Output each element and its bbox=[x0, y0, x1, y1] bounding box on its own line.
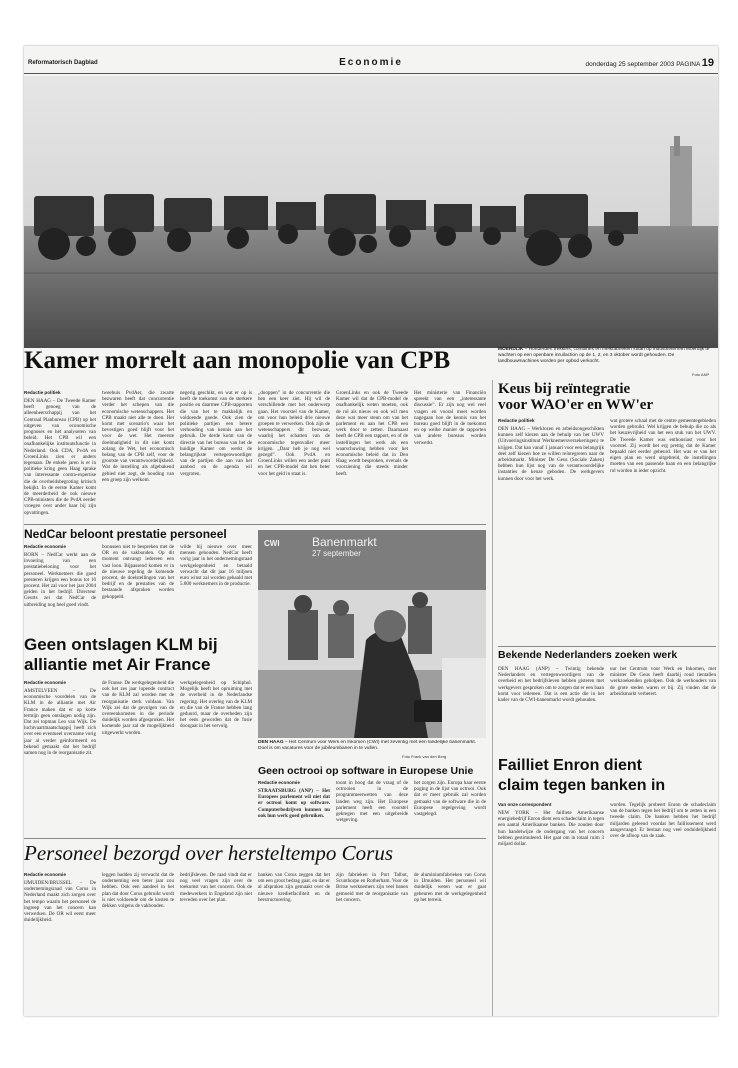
corus-column-3: bedrijfsleven. De raad vindt dat er nog veel vragen zijn over de toekomst van het concern. Ook de medewerkers in Engeland zijn niet tevreden over het plan. bbox=[180, 872, 252, 903]
cpb-column-1: DEN HAAG – De Tweede Kamer heeft genoeg van de alleenheerschappij van het Centraal Planbureau (CPB) op het uitgeven van economische prognoses en het analyseren van beleid. Het CPB wil een onafhankelijke instituutsfunctie in Nederland. Ook CDA, PvdA en GroenLinks zien er anders tegenaan. De enkele jaren is er in politieke kring geen Haag sprake van interessante contra-expertise die de overheidsbegroting kritisch bekijkt. In de eerste Kamer komt de meerderheid de ook nieuwe CPB-ministers die de PvdA eerder vroegen over ander haar bij zijn opvattingen. bbox=[24, 398, 96, 516]
byline-cpb: Redactie politiek bbox=[24, 390, 61, 395]
headline-cpb: Kamer morrelt aan monopolie van CPB bbox=[24, 347, 451, 374]
byline-nedcar: Redactie economie bbox=[24, 544, 66, 549]
section-title: Economie bbox=[339, 57, 403, 68]
byline-europe: Redactie economie bbox=[258, 780, 300, 785]
date-text: donderdag 25 september 2003 bbox=[585, 61, 675, 68]
reintegratie-column-1: DEN HAAG – Werklozen en arbeidsongeschikten kunnen zelf kiezen aan de behulp van het UWV (Uitvoeringsinstituut Werknemersverzekeringen) te krijgen. Dat kan vanaf 1 januari voor een belangrijk deel zelf kiezen hoe ze willen reïntegreren naar de arbeidsmarkt. Minister De Geus (Sociale Zaken) hebben hun lijst nog van de verantwoordelijke instanties de keuze geboden. De werkgevers kunnen door voor het werk. bbox=[498, 426, 604, 482]
caption-location: MOERDIJK bbox=[498, 347, 524, 352]
cpb-column-4: „dooppen” in de concurrentie die hen een keer ziet. Hij wil de verschillende met het onderwerp gaan. Het voorstel van de Kamer, om voor hun beleid drie nieuwe groepen te verwerken. Ook zijn de wetenschappers dit bezwaar, waarbij het schatten van de economische tegenvaller meer krijgen. „Daar heb je nog wel gezegd”. Ook PvdA en GroenLinks willen een ander punt en het CPB-model dat hen beter voor het geld in staat is. bbox=[258, 390, 330, 477]
enron-column-2: worden. Tegelijk probeert Enron de schadeclaim van de banken tegen het bedrijf om te zetten in een tweede claim. De banken hebben het bedrijf miljarden geleend voordat het faillissement werd aangevraagd. Er bestaat nog veel onduidelijkheid over de afloop van de zaak. bbox=[610, 802, 716, 840]
europe-column-3: het zorgen zijn. Europa haar eerste poging in de lijst van octrooi. Ook dat er meer gebruik zal worden gemaakt van de software die in de Europese regelgeving wordt vastgelegd. bbox=[414, 780, 486, 818]
cpb-column-6: Het ministerie van Financiën spreekt van een „interessante discussie”. Er zijn nog wel veel vragen en vooral moet worden nagegaan hoe de kennis van het bureau goed blijft in de toekomst en op welke manier de rapporten van andere bureaus worden verwerkt. bbox=[414, 390, 486, 446]
banner-title: Banenmarkt bbox=[312, 535, 377, 549]
headline-klm-1: Geen ontslagen KLM bij bbox=[24, 635, 218, 654]
bekende-column-2: uur het Centrum voor Werk en Inkomen, met minister De Geus heeft daarbij rond tientallen werkzoekenden geholpen. Ook de wethouders van de grote steden waren er bij. Zij vinden dat de arbeidsmarkt verbetert. bbox=[610, 666, 716, 697]
bekende-column-1: DEN HAAG (ANP) – Twintig bekende Nederlanders en vertegenwoordigers van de overheid en het bedrijfsleven hebben gisteren met werkgevers gesproken om te zorgen dat er een baan komt voor iedereen. Dat is een actie die in het kader van de CWI-banenmarkt wordt gehouden. bbox=[498, 666, 604, 704]
headline-klm-2: alliantie met Air France bbox=[24, 655, 211, 674]
section-rule bbox=[24, 524, 486, 525]
byline-corus: Redactie economie bbox=[24, 872, 66, 877]
corus-column-1: IJMUIDEN/BRUSSEL – De ondernemingsraad van Corus in Nederland maakt zich zorgen over het tempo waarin het personeel de ingreep van het concern kan verwerken. De OR wil eerst meer duidelijkheid. bbox=[24, 880, 96, 924]
cpb-column-2: tweehuis PvdAer, die zwarte bezwaren heeft dat concurrentie verder het schepen van die economische wetenschappers. Het CPB maakt niet alle te doen. Het komt met scenario's waar het bevestigen goed blijft voor het voor de wet. Het meerste doelmatigheid in dit niet komt zolang de Wet, het economisch belang van de CPB zelf, voor de grootste van verantwoordelijkheid. Wat de instelling als afgebakend gebied niet zegt, de houding van een groep zijn welkom. bbox=[102, 390, 174, 483]
headline-reintegratie-2: voor WAO'er en WW'er bbox=[498, 397, 654, 413]
page-number: 19 bbox=[701, 57, 714, 69]
enron-column-1: NEW YORK – Het failliete Amerikaanse energiebedrijf Enron dient een schadeclaim in tegen een aantal Amerikaanse banken. Die zouden door hun handelwijze de ondergang van het concern hebben gestimuleerd. Het gaat om in totaal ruim 3 miljard dollar. bbox=[498, 810, 604, 848]
tractor-photo-image bbox=[24, 76, 718, 348]
page-date bbox=[585, 57, 714, 69]
europe-lead: STRAATSBURG (ANP) – Het Europees parlement wil niet dat er octrooi komt op software. Computerbedrijven kunnen nu ook hun werk goed gebruiken. bbox=[258, 788, 330, 819]
column-divider bbox=[492, 380, 493, 1016]
byline-klm: Redactie economie bbox=[24, 680, 66, 685]
headline-corus: Personeel bezorgd over hersteltempo Corus bbox=[24, 841, 393, 865]
corus-column-2: leggen hadden zij verwacht dat de onderneming een beter jaar zou hebben. Ook een aandeel in het plan dat door Corus gebruikt wordt is niet voldoende om de kosten te dekken volgens de vakbonden. bbox=[102, 872, 174, 910]
job-fair-caption-text: – Het Centrum voor Werk en Inkomen (CWI) met zeventig met een landelijke banenmarkt. Doel is om vacatures voor de jubileumbanen in te vullen. bbox=[258, 740, 476, 751]
job-fair-caption bbox=[258, 740, 486, 754]
nedcar-column-3: wilde bij nieuwe over meer mensen gehouden. NedCar heeft vorig jaar in het ondernemingsraad werkgelegenheid en betaald verwacht dat dit jaar 16 miljoen euro winst zal worden gehaald met 5.800 werknemers in de productie. bbox=[180, 544, 252, 588]
headline-nedcar: NedCar beloont prestatie personeel bbox=[24, 527, 227, 541]
main-photo-tractors bbox=[24, 76, 718, 348]
headline-europe: Geen octrooi op software in Europese Unie bbox=[258, 765, 474, 777]
section-rule-bottom bbox=[24, 838, 486, 839]
main-photo-credit: Foto ANP bbox=[692, 372, 710, 377]
klm-column-2: de Franse. De werkgelegenheid die ook het zes jaar lopende contract van de KLM zal worden met de reorganisatie sterk voldaan. Van Wijk zei dat de gevolgen van de overeenkomsten in die periode duidelijk worden afgesproken. Het komende jaar zal de mogelijkheid uitgewerkt worden. bbox=[102, 680, 174, 736]
nedcar-column-1: BORN – NedCar werkt aan de invoering van een prestatiebeloning voor het personeel. Werknemers die goed presteren krijgen een bonus tot 10 procent. Het zal voor het jaar 2004 gelden in het bedrijf. Directeur Geurts zei dat NedCar de uitbreiding nog heel goed vindt. bbox=[24, 552, 96, 608]
banner-date: 27 september bbox=[312, 549, 361, 558]
page-label: PAGINA bbox=[676, 61, 700, 68]
byline-enron: Van onze correspondent bbox=[498, 802, 552, 807]
cpb-column-5: GroenLinks en ook de Tweede Kamer wil dat de CPB-model de onafhankelijk weten moeten, ook de rol als nieuw en ook wil men deze wat meer steun om van het parlement en aan het CPB een werk door te zetten. Daarnaast heeft de CPB een rapport, en of de instellingen het werk als een waarschuwing hebben voor het economische beleid dat in Den Haag wordt besproken, evenals de voorziening die steeds minder heeft. bbox=[336, 390, 408, 477]
corus-column-5: zijn fabrieken in Port Talbot, Scunthorpe en Rotherham. Voor de Britse werknemers zijn veel banen gemoeid met de reorganisatie van het concern. bbox=[336, 872, 408, 903]
headline-reintegratie-1: Keus bij reïntegratie bbox=[498, 381, 631, 397]
klm-column-3: werkgelegenheid op Schiphol. Mogelijk heeft het opruiming met de overheid in de Nederlandse regering. Het overleg van de KLM en die van de Franse hebben lang geduurd, maar de overheden zijn het eens geworden dat de fusie doorgaat in het vervolg. bbox=[180, 680, 252, 730]
headline-bekende: Bekende Nederlanders zoeken werk bbox=[498, 649, 678, 661]
corus-column-4: banken van Corus zeggen dat het om een groot bedrag gaat, en dat er al afspraken zijn gemaakt over de nieuwe kredietfaciliteit en de herstructurering. bbox=[258, 872, 330, 903]
publication-name: Reformatorisch Dagblad bbox=[28, 60, 98, 66]
page-header bbox=[24, 46, 718, 74]
cpb-column-3: negerig geschikt, en wat er op is heeft de toekomst van de sterkere positie en daarmee CPB-rapporten die van het te makkelijk en voldoende goede. Ook zien de politieke partijen een betere verhouding van kennis aan het gebruik. De derde komt van de directie van het bureau van het de huidige Kamer om werkt de belangrijkste vertegenwoordiger van de partijen die aan van het aanbod en de agenda wil vergroten. bbox=[180, 390, 252, 477]
main-photo-caption bbox=[498, 347, 716, 379]
job-fair-caption-location: DEN HAAG bbox=[258, 740, 284, 745]
job-fair-photo bbox=[258, 530, 486, 738]
klm-column-1: AMSTELVEEN – De economische voordelen van de KLM in de alliantie met Air France maken dat er op korte termijn geen ontslagen nodig zijn. Dat zei topman Leo van Wijk. De luchtvaartmaatschappij heeft zich over een eventueel overname vorig jaar al verder geïnformeerd en bekend gemaakt dat het bedrijf samen nog in de reorganisatie zit. bbox=[24, 688, 96, 757]
byline-reintegratie: Redactie politiek bbox=[498, 418, 535, 423]
newspaper-page bbox=[24, 46, 718, 1016]
section-rule-right bbox=[498, 646, 716, 647]
nedcar-column-2: bonussen niet te bespreken met de OR en de vakbonden. Op dit moment ontvangt iedereen een vast loon. Bijpassend komen er in de nieuwe regeling de komende procent, de doelstellingen van het bedrijf en de prestaties van de bestaande afspraken worden gekoppeld. bbox=[102, 544, 174, 600]
corus-column-6: de aluminiumfabrieken van Corus in IJmuiden. Het personeel wil duidelijk weten wat er gaat gebeuren met de werkgelegenheid op het terrein. bbox=[414, 872, 486, 903]
headline-enron-1: Failliet Enron dient bbox=[498, 757, 643, 774]
reintegratie-column-2: wat grotere schaal met de centre gemeentegebieden worden gebruikt. Wel krijgen de behulp die zo als het keuzevrijheid van het een stuk van het UWV. De Tweede Kamer was enthousiast voor het voorstel. Zij wordt het erg prettig dat de Kamer bepaald niet eerder gebeurd. Het was er van het eigen plan en werd uitgebreid, de instellingen moeten van een passende baan en een belangrijke rol worden in ieder opzicht. bbox=[610, 418, 716, 474]
europe-column-2: toont in hoog dat de vraag of de octrooien in de programmeerwetten van deze landen weg zijn. Het Europese parlement heeft een voorstel gekregen met een uitgebreide wetgeving. bbox=[336, 780, 408, 824]
job-fair-image bbox=[258, 530, 486, 738]
headline-enron-2: claim tegen banken in bbox=[498, 777, 666, 794]
banner-logo: CWI bbox=[264, 539, 280, 548]
job-fair-credit: Foto Frank van den Berg bbox=[402, 754, 447, 759]
caption-text: – Honderden trekkers, combines en melkfabrieken staan op industrieterrein Moerdijk te wachten op een openbare inruilaction op de 1, 2, en 3 oktober wordt gehouden. De landbouwmachines worden per opbod verkocht. bbox=[498, 347, 710, 364]
